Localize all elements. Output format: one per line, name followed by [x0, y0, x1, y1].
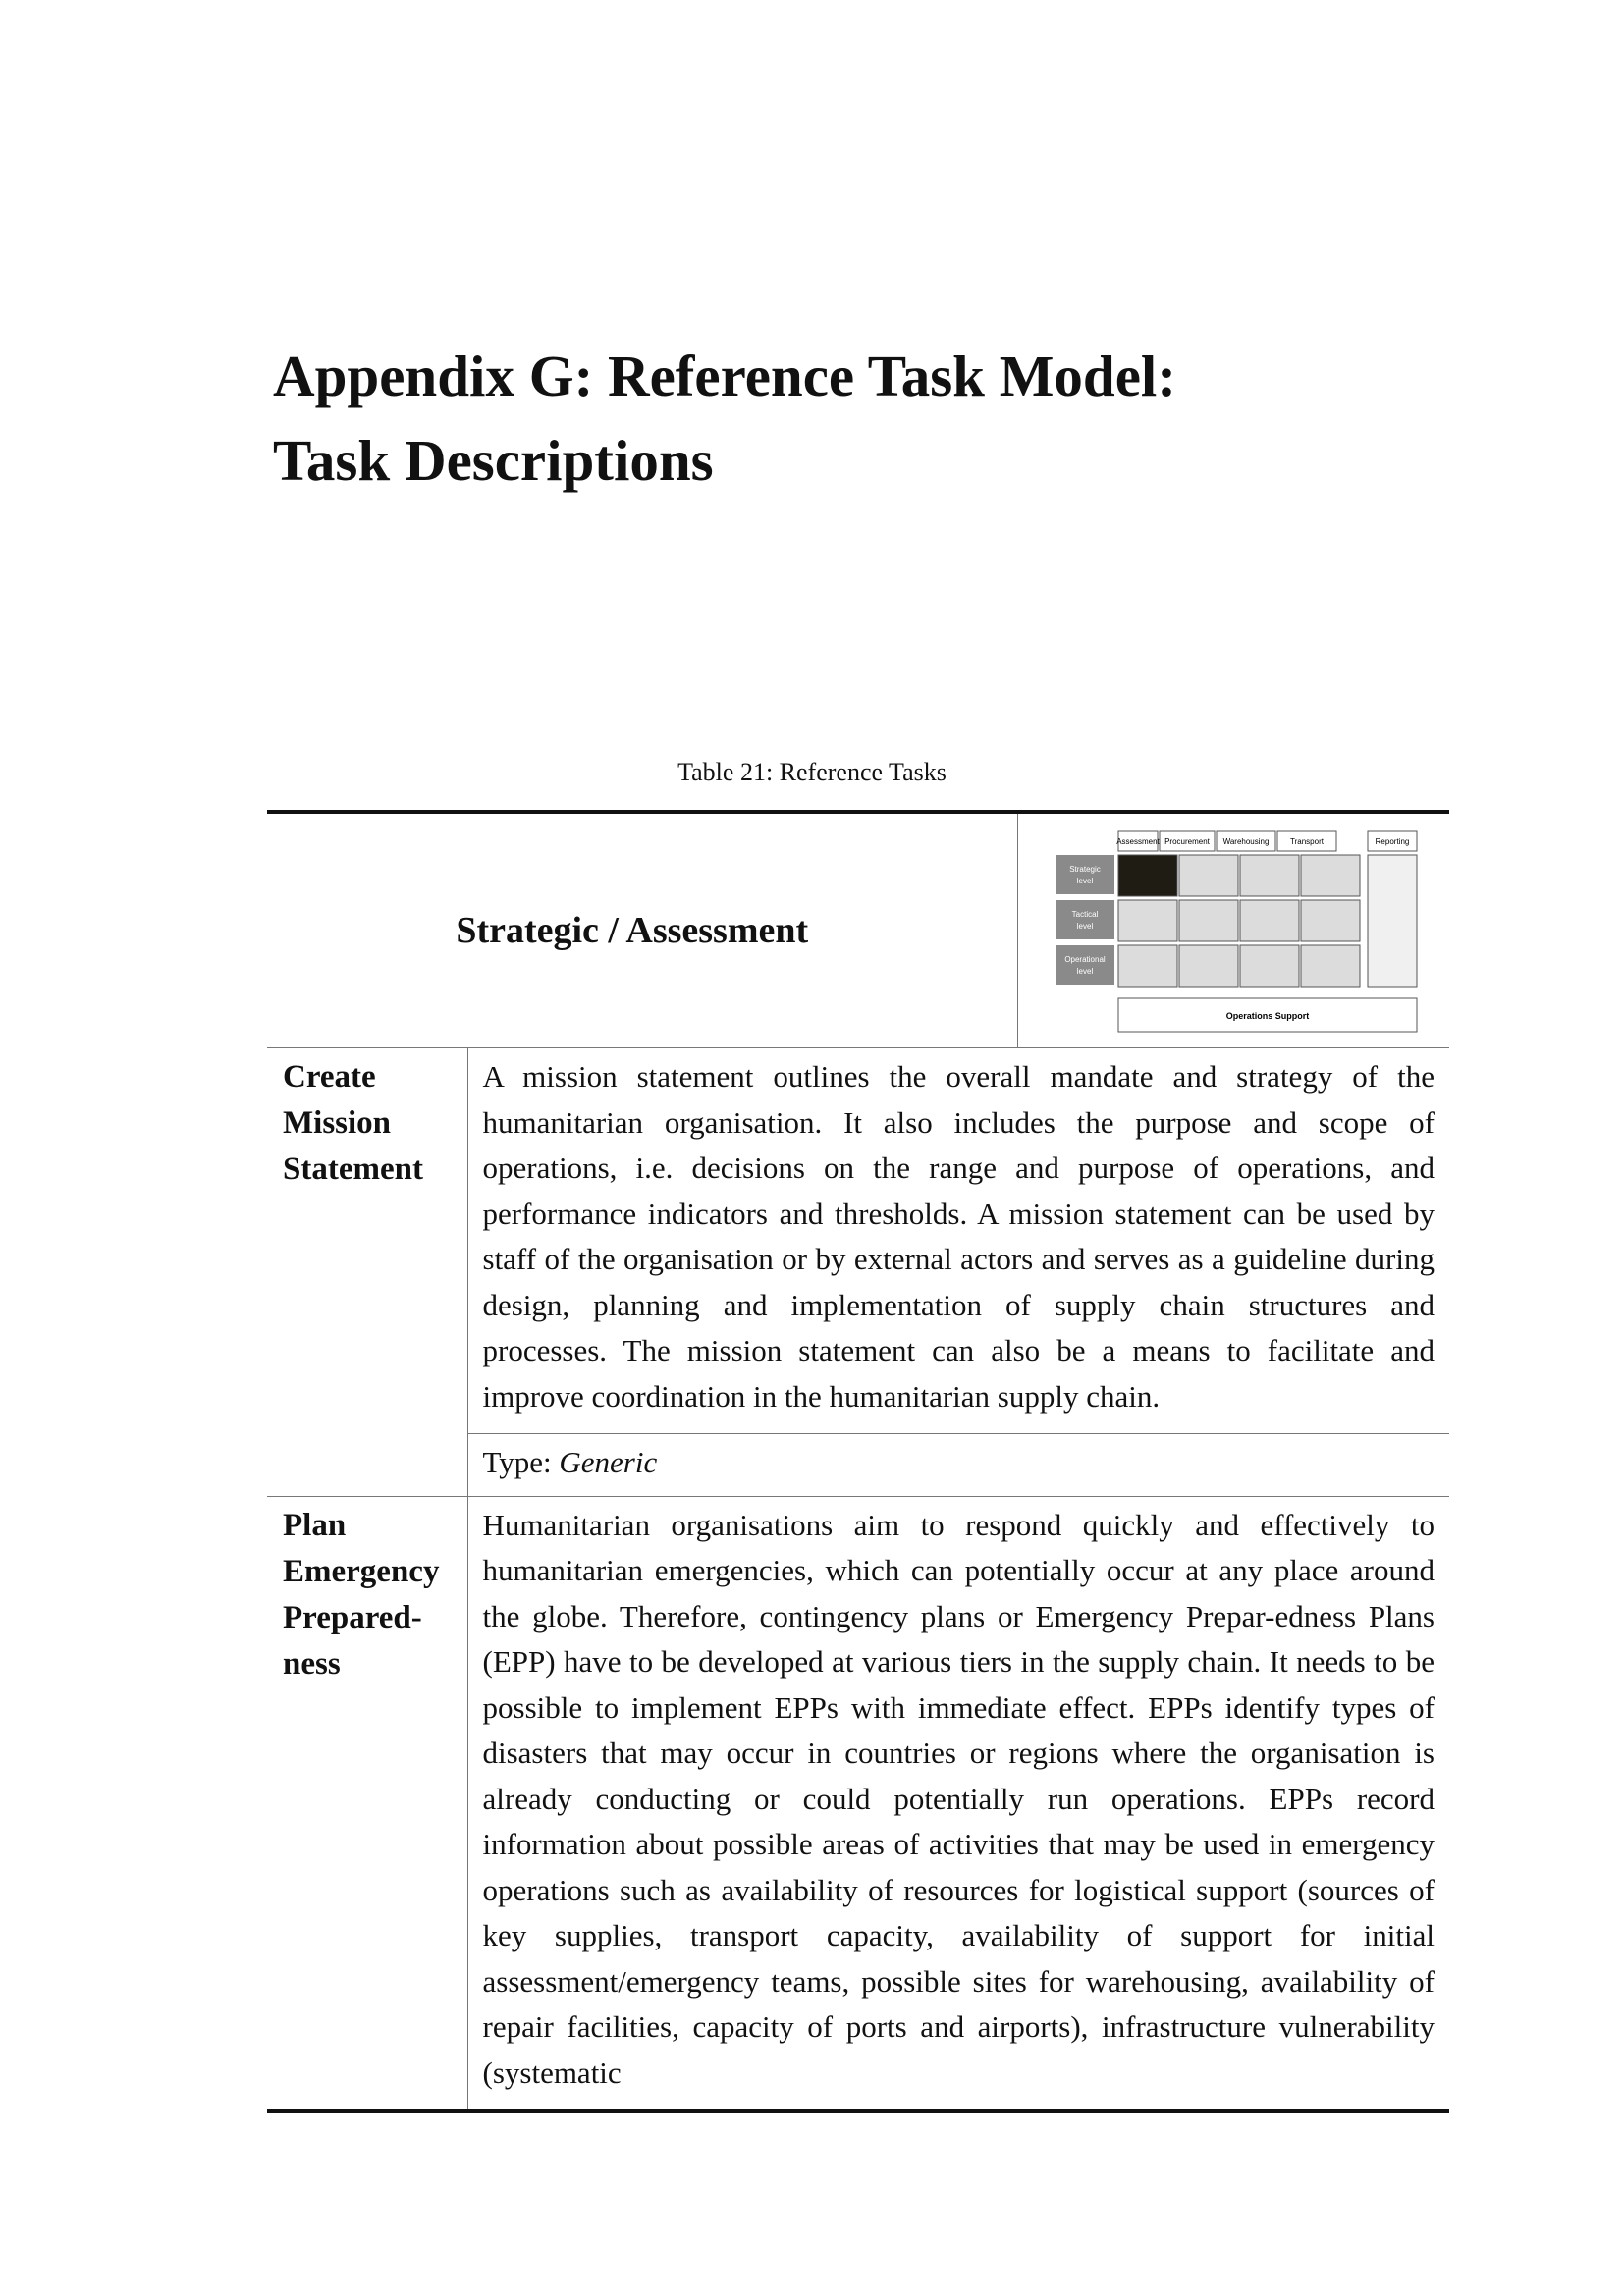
page-title [273, 334, 1451, 503]
task-name-line: Emergency [283, 1553, 440, 1589]
reference-tasks-table [267, 810, 1449, 2113]
matrix-col-procurement: Procurement [1164, 837, 1210, 846]
matrix-row-operational-1: Operational [1063, 955, 1106, 964]
matrix-row-tactical-1: Tactical [1071, 910, 1098, 919]
task-description: A mission statement outlines the overall mandate and strategy of the humanitarian organisation. It also includes the purpose and scope of operations, i.e. decisions on the range and purpose of operations, and performance indicators and thresholds. A mission statement can be used by staff of the organisation or by external actors and serves as a guideline during design, planning and implementation of supply chain structures and processes. The mission statement can also be a means to facilitate and improve coordination in the humanitarian supply chain. [482, 1059, 1435, 1414]
matrix-operations-support-label: Operations Support [1225, 1011, 1309, 1021]
section-title: Strategic / Assessment [267, 812, 1017, 1048]
task-name-line: Create [283, 1059, 376, 1095]
matrix-col-warehousing: Warehousing [1222, 837, 1269, 846]
task-name-line: Statement [283, 1151, 423, 1187]
matrix-cell-highlighted [1118, 855, 1177, 896]
task-name-line: Mission [283, 1105, 392, 1141]
matrix-row-strategic-1: Strategic [1068, 865, 1101, 874]
task-description: Humanitarian organisations aim to respond quickly and effectively to humanitarian emergencies, which can potentially occur at any place around the globe. Therefore, contingency plans or Emergency Prepar-edness Plans (EPP) have to be developed at various tiers in the supply chain. It needs to be possible to implement EPPs with immediate effect. EPPs identify types of disasters that may occur in countries or regions where the organisation is already conducting or could potentially run operations. EPPs record information about possible areas of activities that may be used in emergency operations such as availability of resources for logistical support (sources of key supplies, transport capacity, availability of support for initial assessment/emergency teams, possible sites for warehousing, availability of repair facilities, capacity of ports and airports), infrastructure vulnerability (systematic [467, 1496, 1449, 2111]
matrix-row-strategic-2: level [1076, 877, 1093, 885]
task-name-plan-emergency-preparedness [267, 1496, 467, 2111]
matrix-row-labels [1056, 855, 1114, 985]
task-type-value: Generic [559, 1445, 658, 1479]
matrix-row-tactical-2: level [1076, 922, 1093, 931]
task-name-line: Plan [283, 1507, 347, 1543]
matrix-col-reporting: Reporting [1375, 837, 1409, 846]
matrix-reporting-column [1368, 855, 1417, 987]
table-row [267, 1048, 1449, 1434]
matrix-row-operational-2: level [1076, 967, 1093, 976]
task-matrix-cell [1017, 812, 1449, 1048]
task-type [467, 1434, 1449, 1497]
page-title-line-1: Appendix G: Reference Task Model: [273, 344, 1176, 408]
task-name-create-mission-statement [267, 1048, 467, 1497]
table-header-row [267, 812, 1449, 1048]
task-matrix-diagram [1048, 829, 1421, 1038]
matrix-column-headers [1116, 831, 1417, 851]
task-name-line: Prepared- [283, 1599, 422, 1635]
matrix-col-transport: Transport [1289, 837, 1324, 846]
page-title-line-2: Task Descriptions [273, 428, 714, 493]
matrix-col-assessment: Assessment [1115, 837, 1160, 846]
table-caption: Table 21: Reference Tasks [677, 758, 947, 786]
task-name-line: ness [283, 1645, 341, 1682]
task-type-label: Type: [482, 1445, 552, 1479]
matrix-grid [1118, 855, 1417, 987]
table-row [267, 1496, 1449, 2111]
